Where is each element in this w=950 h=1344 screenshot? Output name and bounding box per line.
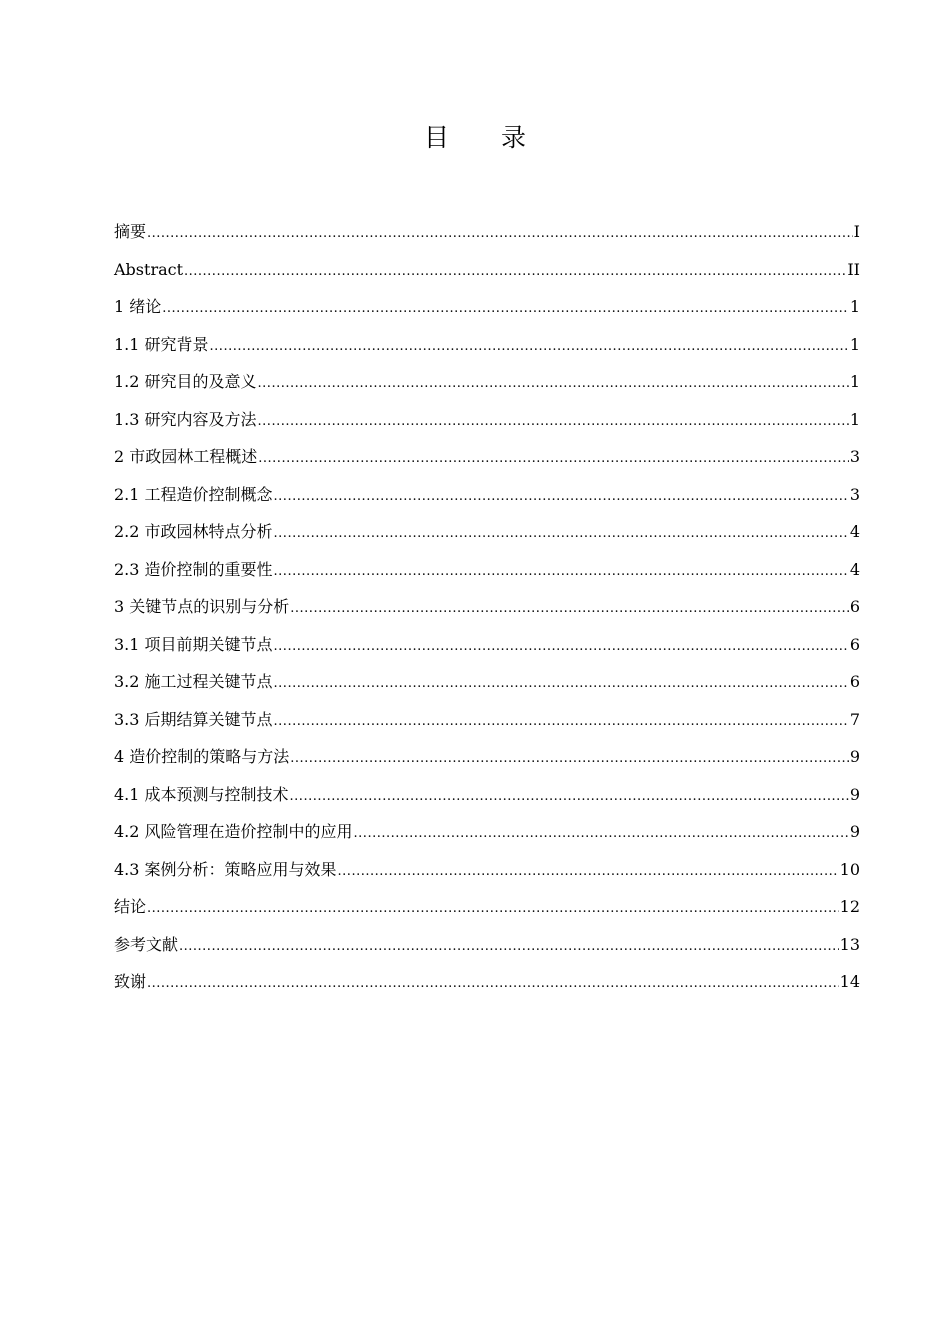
- toc-entry-page-number: 3: [849, 484, 860, 504]
- toc-entry-label: 3 关键节点的识别与分析: [114, 597, 290, 616]
- toc-dot-leader: [290, 740, 849, 778]
- toc-entry-label: 3.2 施工过程关键节点: [114, 672, 273, 691]
- toc-entry[interactable]: [114, 926, 860, 964]
- toc-entry-page-number: 1: [849, 334, 860, 354]
- toc-title: 目 录: [424, 123, 548, 152]
- toc-entry-page-number: 9: [849, 822, 860, 841]
- toc-entry-label: 4.2 风险管理在造价控制中的应用: [114, 822, 353, 841]
- toc-entry-label: Abstract: [114, 259, 184, 279]
- toc-entry-label: 参考文献: [114, 934, 179, 954]
- toc-dot-leader: [338, 853, 839, 891]
- toc-entry[interactable]: [114, 288, 860, 326]
- toc-entry-label: 4.3 案例分析：策略应用与效果: [114, 859, 337, 879]
- toc-entry[interactable]: [114, 851, 860, 889]
- toc-entry-label: 4.1 成本预测与控制技术: [114, 784, 289, 804]
- toc-dot-leader: [274, 703, 849, 741]
- toc-dot-leader: [290, 590, 849, 628]
- toc-dot-leader: [147, 215, 853, 253]
- toc-entry-page-number: 3: [849, 447, 860, 466]
- toc-entry-page-number: 6: [849, 634, 860, 654]
- toc-entry-page-number: 1: [849, 297, 860, 316]
- toc-dot-leader: [210, 328, 849, 366]
- toc-entry-label: 2.3 造价控制的重要性: [114, 559, 273, 579]
- toc-entry[interactable]: [114, 738, 860, 776]
- toc-dot-leader: [274, 478, 849, 516]
- toc-dot-leader: [274, 628, 849, 666]
- toc-dot-leader: [274, 515, 849, 553]
- toc-entry-label: 1.3 研究内容及方法: [114, 409, 257, 429]
- toc-dot-leader: [258, 365, 849, 403]
- toc-entry[interactable]: [114, 888, 860, 926]
- toc-entry[interactable]: [114, 663, 860, 701]
- toc-entry[interactable]: [114, 776, 860, 814]
- toc-entry[interactable]: [114, 363, 860, 401]
- toc-entry-page-number: 6: [849, 672, 860, 691]
- toc-entry[interactable]: [114, 401, 860, 439]
- toc-entry[interactable]: [114, 701, 860, 739]
- toc-entry-label: 2.1 工程造价控制概念: [114, 484, 273, 504]
- toc-dot-leader: [274, 665, 849, 703]
- toc-entry-label: 摘要: [114, 222, 147, 241]
- toc-entry-label: 3.3 后期结算关键节点: [114, 709, 273, 729]
- toc-entry[interactable]: [114, 551, 860, 589]
- toc-entry-label: 1.2 研究目的及意义: [114, 372, 257, 391]
- toc-entry-page-number: 14: [839, 972, 860, 991]
- toc-entry-page-number: 4: [849, 559, 860, 579]
- toc-entry-page-number: 7: [849, 709, 860, 729]
- toc-dot-leader: [179, 928, 839, 966]
- toc-entry-page-number: 4: [849, 522, 860, 541]
- toc-entry-page-number: 6: [849, 597, 860, 616]
- toc-entry-label: 致谢: [114, 972, 147, 991]
- toc-dot-leader: [258, 440, 849, 478]
- toc-dot-leader: [290, 778, 849, 816]
- toc-dot-leader: [274, 553, 849, 591]
- toc-dot-leader: [147, 890, 839, 928]
- toc-entry[interactable]: [114, 626, 860, 664]
- toc-entry-label: 4 造价控制的策略与方法: [114, 747, 290, 766]
- toc-entry-page-number: 9: [849, 784, 860, 804]
- toc-entry-label: 1 绪论: [114, 297, 162, 316]
- toc-entry[interactable]: [114, 588, 860, 626]
- toc-entry-page-number: 1: [849, 372, 860, 391]
- toc-entry[interactable]: [114, 813, 860, 851]
- toc-entry[interactable]: [114, 476, 860, 514]
- toc-entry-page-number: 10: [839, 859, 860, 879]
- toc-dot-leader: [147, 965, 839, 1003]
- toc-dot-leader: [258, 403, 849, 441]
- toc-entry-page-number: 12: [839, 897, 860, 916]
- toc-entry[interactable]: [114, 326, 860, 364]
- toc-dot-leader: [184, 253, 846, 291]
- toc-entry-label: 3.1 项目前期关键节点: [114, 634, 273, 654]
- toc-entry[interactable]: [114, 963, 860, 1001]
- toc-entry-label: 2.2 市政园林特点分析: [114, 522, 273, 541]
- toc-entry-page-number: 1: [849, 409, 860, 429]
- toc-entry[interactable]: [114, 513, 860, 551]
- toc-entry-label: 2 市政园林工程概述: [114, 447, 258, 466]
- toc-entry[interactable]: [114, 438, 860, 476]
- toc-entry[interactable]: [114, 213, 860, 251]
- toc-dot-leader: [162, 290, 849, 328]
- toc-entry-page-number: I: [853, 222, 860, 241]
- toc-entry-page-number: 13: [839, 934, 860, 954]
- toc-entry[interactable]: [114, 251, 860, 289]
- toc-entry-label: 1.1 研究背景: [114, 334, 209, 354]
- table-of-contents: [114, 213, 860, 1001]
- toc-entry-page-number: 9: [849, 747, 860, 766]
- toc-entry-page-number: II: [847, 259, 860, 279]
- toc-entry-label: 结论: [114, 897, 147, 916]
- toc-dot-leader: [354, 815, 849, 853]
